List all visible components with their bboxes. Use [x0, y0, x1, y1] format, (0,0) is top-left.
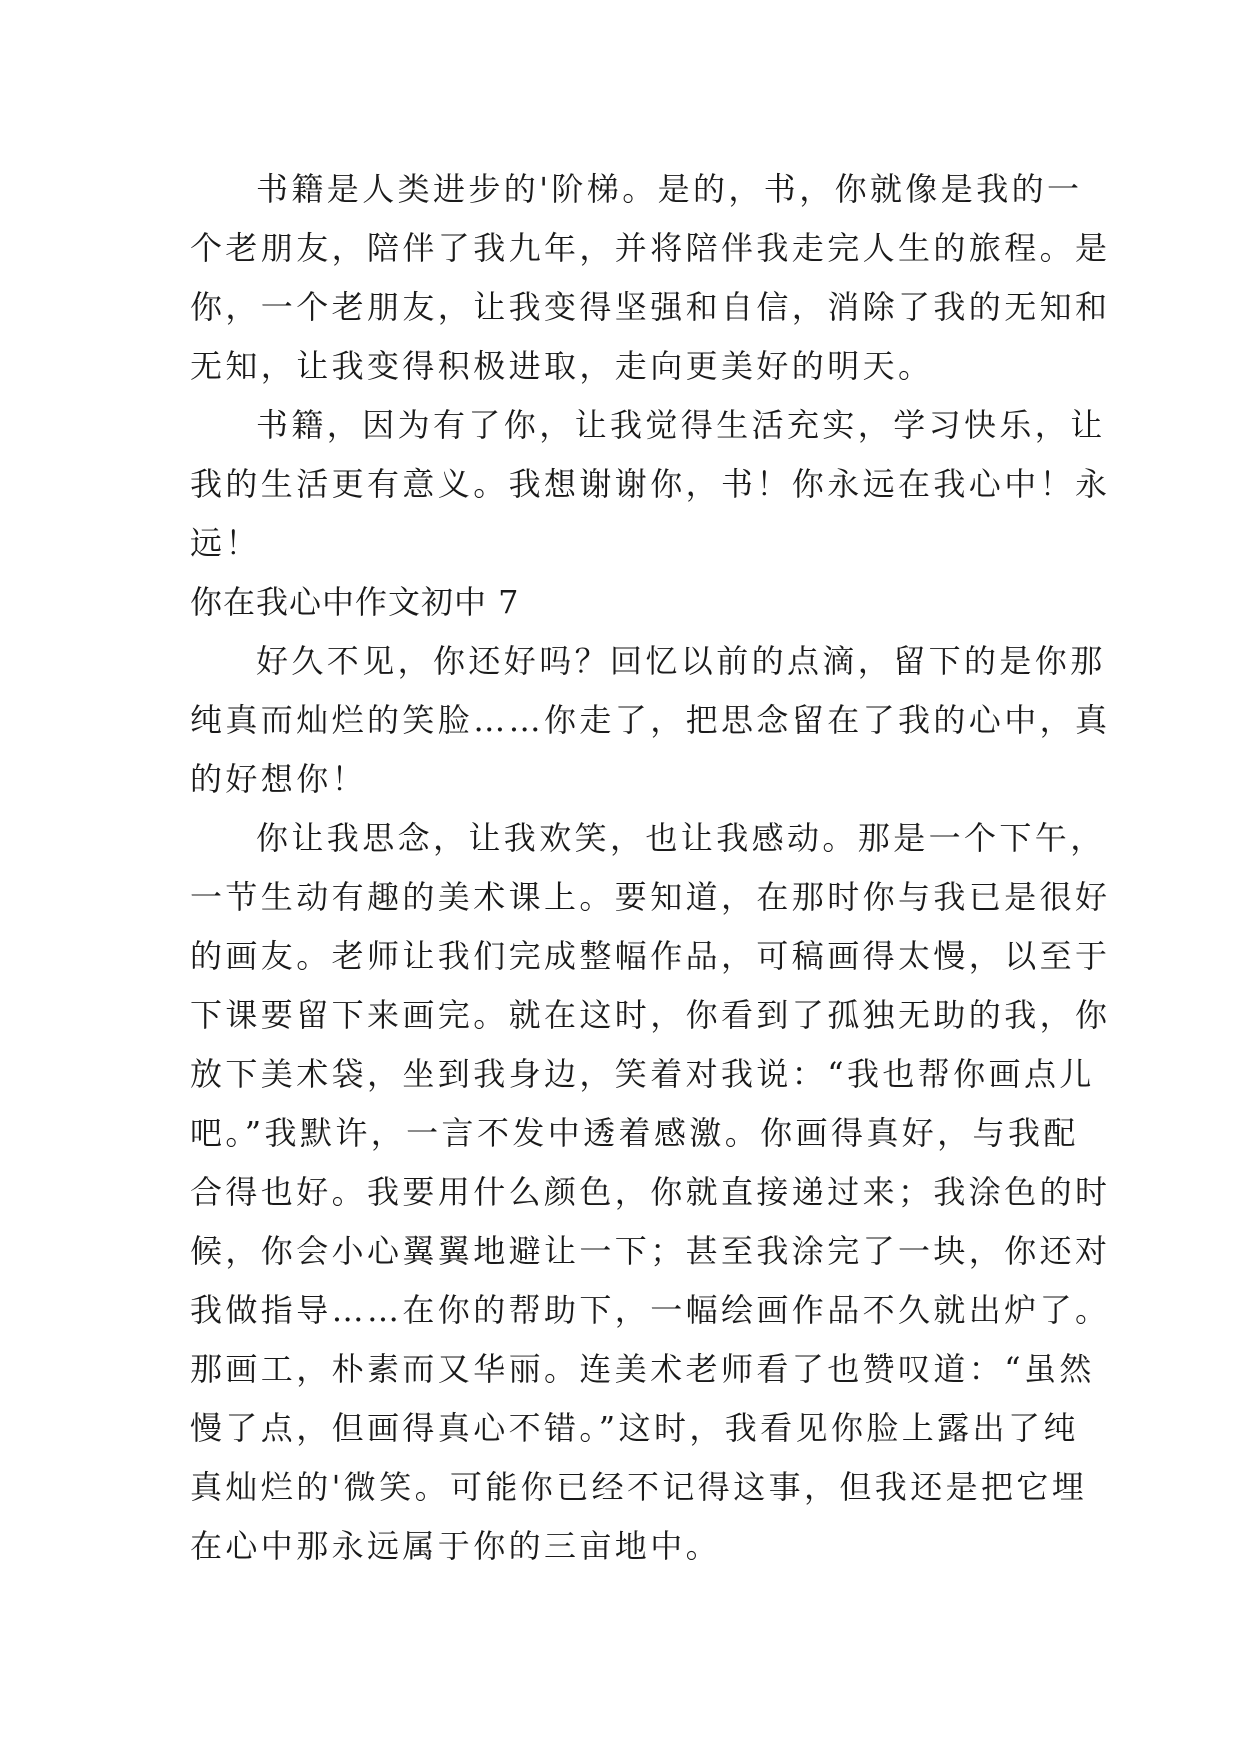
document-body [190, 160, 1111, 1576]
paragraph-3-line-3: 的好想你！ [190, 760, 368, 798]
paragraph-4-line-4: 下课要留下来画完。就在这时，你看到了孤独无助的我，你 [190, 996, 1111, 1034]
paragraph-4-line-2: 一节生动有趣的美术课上。要知道，在那时你与我已是很好 [190, 878, 1111, 916]
paragraph-1-line-3: 你，一个老朋友，让我变得坚强和自信，消除了我的无知和 [190, 288, 1111, 326]
paragraph-4-line-12: 真灿烂的'微笑。可能你已经不记得这事，但我还是把它埋 [190, 1468, 1088, 1506]
paragraph-4-line-1: 你让我思念，让我欢笑，也让我感动。那是一个下午， [256, 819, 1106, 857]
paragraph-4-line-5: 放下美术袋，坐到我身边，笑着对我说：“我也帮你画点儿 [190, 1055, 1095, 1093]
paragraph-1-line-1: 书籍是人类进步的'阶梯。是的，书，你就像是我的一 [256, 170, 1083, 208]
paragraph-4-line-3: 的画友。老师让我们完成整幅作品，可稿画得太慢，以至于 [190, 937, 1111, 975]
paragraph-3-line-1: 好久不见，你还好吗？回忆以前的点滴，留下的是你那 [256, 642, 1106, 680]
paragraph-2-line-1: 书籍，因为有了你，让我觉得生活充实，学习快乐，让 [256, 406, 1106, 444]
paragraph-4-line-9: 我做指导……在你的帮助下，一幅绘画作品不久就出炉了。 [190, 1291, 1111, 1329]
paragraph-4-line-10: 那画工，朴素而又华丽。连美术老师看了也赞叹道：“虽然 [190, 1350, 1095, 1388]
paragraph-3-line-2: 纯真而灿烂的笑脸……你走了，把思念留在了我的心中，真 [190, 701, 1111, 739]
paragraph-1-line-2: 个老朋友，陪伴了我九年，并将陪伴我走完人生的旅程。是 [190, 229, 1111, 267]
paragraph-1-line-4: 无知，让我变得积极进取，走向更美好的明天。 [190, 347, 934, 385]
paragraph-4-line-11: 慢了点，但画得真心不错。”这时，我看见你脸上露出了纯 [190, 1409, 1079, 1447]
section-heading: 你在我心中作文初中 7 [190, 583, 520, 621]
paragraph-4-line-8: 候，你会小心翼翼地避让一下；甚至我涂完了一块，你还对 [190, 1232, 1111, 1270]
paragraph-2-line-3: 远！ [190, 524, 261, 562]
paragraph-4-line-6: 吧。”我默许，一言不发中透着感激。你画得真好，与我配 [190, 1114, 1079, 1152]
paragraph-2-line-2: 我的生活更有意义。我想谢谢你，书！你永远在我心中！永 [190, 465, 1111, 503]
paragraph-4-line-7: 合得也好。我要用什么颜色，你就直接递过来；我涂色的时 [190, 1173, 1111, 1211]
paragraph-4-line-13: 在心中那永远属于你的三亩地中。 [190, 1527, 722, 1565]
